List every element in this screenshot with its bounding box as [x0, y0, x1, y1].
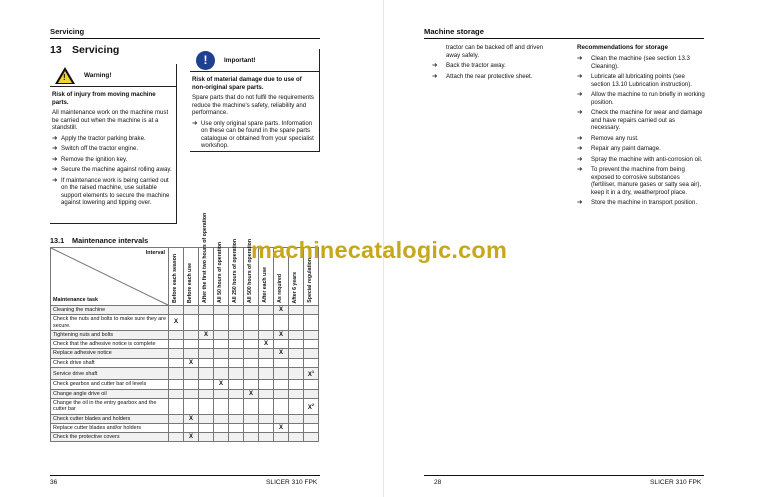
interval-mark-cell	[184, 423, 199, 432]
interval-mark-cell	[289, 368, 304, 380]
interval-mark-cell: X	[184, 433, 199, 442]
interval-mark-cell	[184, 398, 199, 414]
warning-box-header: ! Warning!	[50, 64, 176, 87]
interval-mark-cell: X	[274, 423, 289, 432]
interval-mark-cell	[214, 306, 229, 315]
arrow-right-icon: ➔	[577, 145, 583, 152]
maintenance-task-cell: Check gearbox and cutter bar oil levels	[51, 380, 169, 389]
interval-mark-cell	[199, 389, 214, 398]
interval-mark-cell	[244, 330, 259, 339]
interval-mark-cell	[289, 380, 304, 389]
arrow-right-icon: ➔	[52, 166, 58, 173]
interval-mark-cell: X	[259, 340, 274, 349]
interval-mark-cell	[259, 315, 274, 331]
warning-headline: Risk of injury from moving machine parts.	[52, 91, 156, 106]
interval-mark-cell	[289, 423, 304, 432]
interval-mark-cell	[214, 358, 229, 367]
interval-mark-cell	[184, 306, 199, 315]
arrow-right-icon: ➔	[577, 109, 583, 116]
interval-mark-cell	[259, 358, 274, 367]
table-row	[51, 433, 319, 442]
table-row	[51, 315, 319, 331]
warning-intro: All maintenance work on the machine must be carried out when the machine is at a standstill.	[52, 109, 169, 131]
interval-mark-cell	[304, 380, 319, 389]
maintenance-task-cell: Cleaning the machine	[51, 306, 169, 315]
interval-mark-cell	[259, 368, 274, 380]
table-row	[51, 380, 319, 389]
important-box	[190, 49, 320, 152]
maintenance-task-cell: Change angle drive oil	[51, 389, 169, 398]
important-steps	[192, 120, 315, 150]
interval-mark-cell	[169, 389, 184, 398]
interval-mark-cell	[274, 433, 289, 442]
interval-column-header: After each use	[259, 248, 274, 306]
watermark-text: machinecatalogic.com	[251, 237, 508, 263]
table-row	[51, 306, 319, 315]
interval-mark-cell: X	[214, 380, 229, 389]
interval-column-header: All 50 hours of operation	[214, 248, 229, 306]
interval-mark-cell	[184, 368, 199, 380]
interval-mark-cell	[229, 380, 244, 389]
interval-column-header: All 250 hours of operation	[229, 248, 244, 306]
warning-box	[50, 64, 177, 224]
interval-column-header: As required	[274, 248, 289, 306]
table-row	[51, 389, 319, 398]
interval-column-header: Before each use	[184, 248, 199, 306]
interval-mark-cell	[199, 368, 214, 380]
interval-mark-cell	[289, 330, 304, 339]
arrow-right-icon: ➔	[577, 73, 583, 80]
warning-step: ➔ Switch off the tractor engine.	[52, 145, 139, 152]
storage-steps	[432, 62, 552, 80]
footer-rule	[424, 475, 704, 476]
interval-mark-cell	[214, 398, 229, 414]
table-row	[51, 349, 319, 358]
interval-mark-cell	[304, 330, 319, 339]
page-header: Machine storage	[424, 27, 484, 36]
interval-mark-cell	[259, 306, 274, 315]
section-title: Maintenance intervals	[72, 236, 149, 245]
arrow-right-icon: ➔	[52, 145, 58, 152]
arrow-right-icon: ➔	[52, 134, 58, 142]
interval-mark-cell	[229, 398, 244, 414]
interval-mark-cell	[199, 340, 214, 349]
interval-mark-cell: X	[199, 330, 214, 339]
interval-mark-cell	[304, 349, 319, 358]
section-heading	[50, 236, 148, 245]
arrow-right-icon: ➔	[432, 62, 438, 69]
interval-mark-cell	[214, 414, 229, 423]
interval-mark-cell	[274, 380, 289, 389]
section-number: 13.1	[50, 236, 65, 245]
maintenance-task-cell: Change the oil in the entry gearbox and the cutter bar	[51, 398, 169, 414]
interval-mark-cell	[289, 315, 304, 331]
interval-mark-cell	[199, 433, 214, 442]
interval-mark-cell	[214, 330, 229, 339]
important-headline: Risk of material damage due to use of non-original spare parts.	[192, 76, 302, 91]
interval-mark-cell	[184, 315, 199, 331]
interval-mark-cell	[274, 340, 289, 349]
chapter-title: Servicing	[72, 44, 120, 56]
interval-mark-cell	[304, 306, 319, 315]
interval-mark-cell	[259, 330, 274, 339]
header-rule	[50, 38, 320, 39]
interval-mark-cell	[304, 315, 319, 331]
interval-mark-cell	[199, 349, 214, 358]
warning-step: ➔ Apply the tractor parking brake.	[52, 134, 146, 142]
important-box-header	[190, 49, 319, 72]
interval-mark-cell	[229, 349, 244, 358]
interval-mark-cell	[304, 340, 319, 349]
interval-mark-cell: X	[244, 389, 259, 398]
recommendation-item: ➔ Check the machine for wear and damage and have repairs carried out as necessary.	[577, 109, 703, 131]
interval-mark-cell	[289, 398, 304, 414]
maintenance-task-cell: Replace cutter blades and/or holders	[51, 423, 169, 432]
interval-mark-cell	[229, 389, 244, 398]
table-row	[51, 423, 319, 432]
chapter-heading	[50, 44, 119, 56]
interval-mark-cell	[169, 358, 184, 367]
interval-mark-cell	[184, 380, 199, 389]
interval-mark-cell	[199, 423, 214, 432]
interval-mark-cell	[244, 423, 259, 432]
table-row	[51, 330, 319, 339]
interval-mark-cell: X	[274, 306, 289, 315]
interval-mark-cell	[304, 433, 319, 442]
interval-mark-cell	[229, 358, 244, 367]
recommendation-item: ➔ Lubricate all lubricating points (see section 13.10 Lubrication instruction).	[577, 73, 692, 88]
table-row	[51, 398, 319, 414]
footer-title: SLICER 310 FPK	[650, 479, 702, 486]
interval-column-header: After the first two hours of operation	[199, 248, 214, 306]
interval-mark-cell	[169, 340, 184, 349]
interval-mark-cell	[229, 340, 244, 349]
warning-step: ➔ If maintenance work is being carried out on the raised machine, use suitable support elements to secure the machine against lowering and tipping over.	[52, 176, 170, 206]
maintenance-task-cell: Check cutter blades and holders	[51, 414, 169, 423]
interval-mark-cell	[199, 398, 214, 414]
maintenance-task-cell: Replace adhesive notice	[51, 349, 169, 358]
interval-mark-cell: X	[274, 349, 289, 358]
interval-mark-cell: $X^1$	[304, 368, 319, 380]
arrow-right-icon: ➔	[52, 155, 58, 163]
chapter-number: 13	[50, 44, 62, 56]
arrow-right-icon: ➔	[577, 91, 583, 98]
footer-title: SLICER 310 FPK	[266, 479, 318, 486]
important-intro: Spare parts that do not fulfil the requirements reduce the machine's safety, reliability and performance.	[192, 94, 314, 116]
maintenance-task-cell: Check the protective covers	[51, 433, 169, 442]
interval-mark-cell	[244, 398, 259, 414]
arrow-right-icon: ➔	[577, 199, 583, 206]
interval-mark-cell	[199, 358, 214, 367]
interval-mark-cell	[244, 340, 259, 349]
storage-step: ➔ Back the tractor away.	[432, 62, 506, 69]
interval-mark-cell	[169, 330, 184, 339]
arrow-right-icon: ➔	[577, 155, 583, 163]
interval-mark-cell	[169, 368, 184, 380]
interval-mark-cell	[199, 414, 214, 423]
interval-mark-cell	[289, 433, 304, 442]
interval-mark-cell	[259, 349, 274, 358]
recommendations-title: Recommendations for storage	[577, 44, 668, 51]
info-exclamation-icon: !	[196, 51, 215, 70]
interval-mark-cell	[259, 433, 274, 442]
warning-step: ➔ Secure the machine against rolling away.	[52, 166, 172, 173]
interval-mark-cell	[289, 358, 304, 367]
interval-mark-cell	[259, 414, 274, 423]
interval-mark-cell	[214, 423, 229, 432]
interval-column-header: All 500 hours of operation	[244, 248, 259, 306]
recommendation-item: ➔ Allow the machine to run briefly in working position.	[577, 91, 705, 106]
arrow-right-icon: ➔	[577, 166, 583, 173]
interval-mark-cell	[229, 414, 244, 423]
interval-mark-cell	[244, 306, 259, 315]
interval-mark-cell	[244, 368, 259, 380]
interval-mark-cell	[184, 330, 199, 339]
table-row	[51, 368, 319, 380]
arrow-right-icon: ➔	[577, 55, 583, 62]
page-number: 28	[434, 479, 442, 486]
recommendation-item: ➔ Spray the machine with anti-corrosion oil.	[577, 155, 703, 163]
interval-mark-cell	[184, 349, 199, 358]
storage-continued-column	[432, 44, 552, 83]
interval-mark-cell	[229, 315, 244, 331]
interval-mark-cell	[244, 358, 259, 367]
recommendation-item: ➔ Clean the machine (see section 13.3 Cleaning).	[577, 55, 690, 70]
important-title: Important!	[224, 57, 256, 64]
interval-mark-cell	[214, 340, 229, 349]
interval-mark-cell	[229, 433, 244, 442]
interval-mark-cell	[259, 423, 274, 432]
warning-title: Warning!	[84, 72, 112, 79]
maintenance-task-cell: Check that the adhesive notice is complete	[51, 340, 169, 349]
interval-mark-cell	[289, 389, 304, 398]
interval-mark-cell	[214, 433, 229, 442]
interval-mark-cell	[229, 368, 244, 380]
recommendation-item: ➔ Repair any paint damage.	[577, 145, 661, 152]
interval-mark-cell	[244, 433, 259, 442]
arrow-right-icon: ➔	[192, 119, 198, 127]
important-step: ➔ Use only original spare parts. Information on these can be found in the spare parts catalogue or obtained from your specialist workshop.	[192, 119, 314, 149]
interval-mark-cell	[244, 414, 259, 423]
table-row	[51, 414, 319, 423]
interval-mark-cell	[184, 389, 199, 398]
interval-mark-cell	[229, 306, 244, 315]
interval-mark-cell	[169, 423, 184, 432]
arrow-right-icon: ➔	[52, 176, 58, 184]
interval-column-header: After 6 years	[289, 248, 304, 306]
interval-mark-cell: $X^2$	[304, 398, 319, 414]
interval-mark-cell	[244, 315, 259, 331]
interval-mark-cell	[214, 315, 229, 331]
continued-text: tractor can be backed off and driven away safely.	[446, 44, 544, 59]
interval-mark-cell: X	[184, 414, 199, 423]
interval-mark-cell	[289, 349, 304, 358]
interval-mark-cell	[274, 389, 289, 398]
interval-mark-cell	[274, 368, 289, 380]
maintenance-task-cell: Tightening nuts and bolts	[51, 330, 169, 339]
interval-mark-cell	[274, 398, 289, 414]
table-row	[51, 358, 319, 367]
page-number: 36	[50, 479, 58, 486]
warning-steps	[52, 135, 172, 207]
interval-mark-cell	[289, 340, 304, 349]
interval-mark-cell	[199, 306, 214, 315]
interval-mark-cell	[169, 414, 184, 423]
interval-mark-cell	[199, 380, 214, 389]
interval-mark-cell	[304, 389, 319, 398]
interval-mark-cell	[169, 380, 184, 389]
warning-step: ➔ Remove the ignition key.	[52, 155, 128, 163]
footer-rule	[50, 475, 320, 476]
arrow-right-icon: ➔	[577, 134, 583, 142]
table-corner-cell	[51, 248, 169, 306]
interval-mark-cell	[259, 380, 274, 389]
maintenance-task-cell: Check drive shaft	[51, 358, 169, 367]
interval-mark-cell	[274, 414, 289, 423]
interval-mark-cell	[274, 315, 289, 331]
interval-mark-cell	[289, 414, 304, 423]
interval-mark-cell	[169, 433, 184, 442]
interval-mark-cell	[259, 398, 274, 414]
recommendation-item: ➔ To prevent the machine from being exposed to corrosive substances (fertiliser, manure gases or salty sea air), keep it in a dry, weatherproof place.	[577, 166, 702, 196]
maintenance-task-cell: Service drive shaft	[51, 368, 169, 380]
interval-mark-cell	[169, 306, 184, 315]
corner-task-label: Maintenance task	[53, 296, 98, 303]
important-body	[190, 72, 319, 157]
interval-mark-cell	[229, 423, 244, 432]
recommendations-list	[577, 55, 705, 210]
corner-interval-label: Interval	[145, 250, 165, 256]
table-row	[51, 340, 319, 349]
interval-mark-cell	[304, 414, 319, 423]
warning-body	[50, 87, 176, 214]
interval-mark-cell	[244, 380, 259, 389]
interval-mark-cell	[244, 349, 259, 358]
interval-column-header: Before each season	[169, 248, 184, 306]
table-body	[51, 306, 319, 442]
interval-mark-cell	[274, 358, 289, 367]
recommendation-item: ➔ Remove any rust.	[577, 134, 639, 142]
interval-column-header: Special regulation	[304, 248, 319, 306]
arrow-right-icon: ➔	[432, 72, 438, 80]
interval-mark-cell	[289, 306, 304, 315]
interval-mark-cell	[199, 315, 214, 331]
interval-mark-cell	[184, 340, 199, 349]
page-header: Servicing	[50, 27, 85, 36]
interval-mark-cell	[214, 368, 229, 380]
interval-mark-cell: X	[274, 330, 289, 339]
maintenance-task-cell: Check the nuts and bolts to make sure they are secure.	[51, 315, 169, 331]
interval-mark-cell	[229, 330, 244, 339]
storage-step: ➔ Attach the rear protective sheet.	[432, 72, 533, 80]
interval-mark-cell	[304, 358, 319, 367]
interval-mark-cell	[169, 349, 184, 358]
recommendation-item: ➔ Store the machine in transport position.	[577, 199, 698, 206]
interval-mark-cell	[304, 423, 319, 432]
interval-mark-cell	[259, 389, 274, 398]
interval-mark-cell: X	[169, 315, 184, 331]
interval-mark-cell	[214, 349, 229, 358]
interval-mark-cell	[169, 398, 184, 414]
header-rule	[424, 38, 704, 39]
interval-mark-cell	[214, 389, 229, 398]
interval-mark-cell: X	[184, 358, 199, 367]
